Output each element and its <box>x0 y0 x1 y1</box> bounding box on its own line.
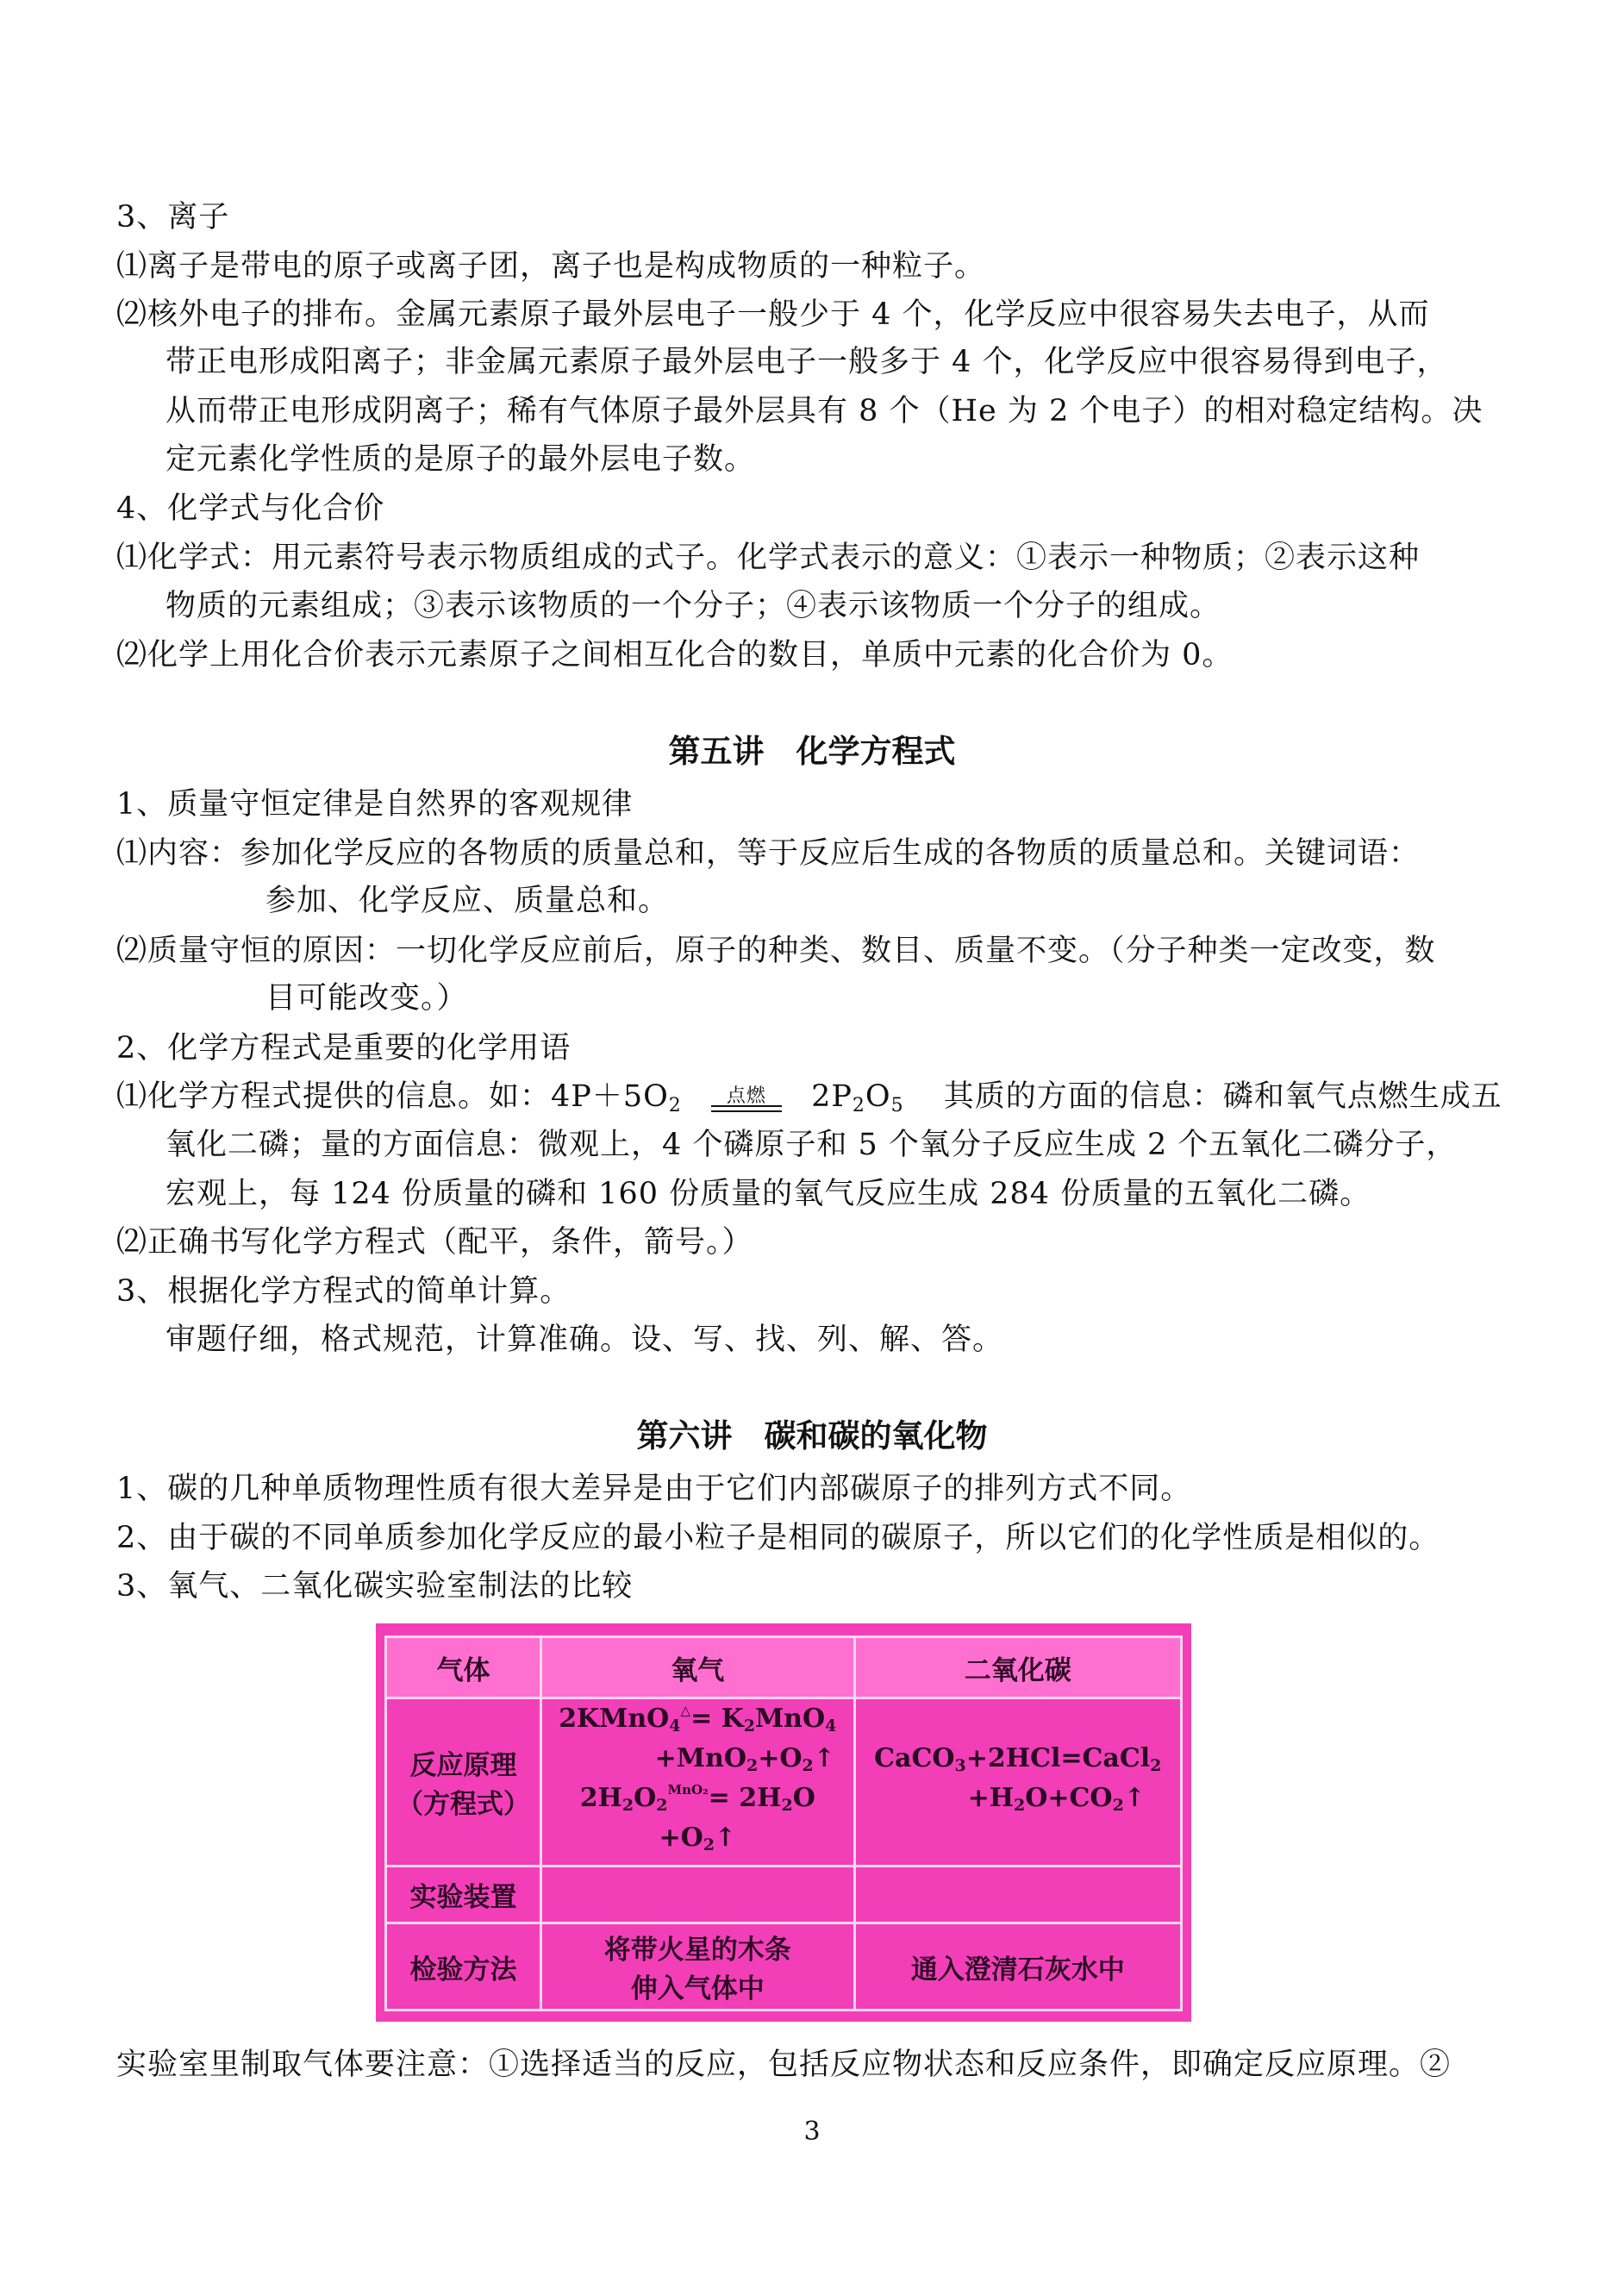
lecture-5-s2-p1-line2: 氧化二磷；量的方面信息：微观上，4 个磷原子和 5 个氧分子反应生成 2 个五氧化二磷分子， <box>166 1128 1458 1162</box>
lecture-6-s2: 2、由于碳的不同单质参加化学反应的最小粒子是相同的碳原子，所以它们的化学性质是相似的。 <box>116 1521 1440 1555</box>
row-principle-label: 反应原理 （方程式） <box>386 1698 541 1867</box>
carbon-dioxide-equation: CaCO$_3$+2HCl=CaCl$_2$ $+H_2O+CO_2↑$ <box>854 1698 1181 1867</box>
header-carbon-dioxide: 二氧化碳 <box>854 1637 1181 1698</box>
lecture-5-s3-p1: 审题仔细，格式规范，计算准确。设、写、找、列、解、答。 <box>166 1323 1004 1357</box>
lecture-5-s1-p2-line2: 目可能改变。） <box>265 981 468 1016</box>
lecture-6-s3: 3、氧气、二氧化碳实验室制法的比较 <box>116 1569 634 1604</box>
oxygen-apparatus <box>541 1867 854 1923</box>
product-formula: $2P_2O_5$ <box>811 1079 904 1116</box>
lecture-5-heading: 第五讲 化学方程式 <box>668 733 956 770</box>
page-number: 3 <box>803 2117 821 2147</box>
lecture-5-s1: 1、质量守恒定律是自然界的客观规律 <box>116 787 634 822</box>
lecture-6-heading: 第六讲 碳和碳的氧化物 <box>636 1417 988 1454</box>
lecture-6-s1: 1、碳的几种单质物理性质有很大差异是由于它们内部碳原子的排列方式不同。 <box>116 1472 1192 1506</box>
lecture-5-s2-p2: ⑵正确书写化学方程式（配平，条件，箭号。） <box>116 1225 753 1260</box>
equation-intro: ⑴化学方程式提供的信息。如：4P＋5O <box>116 1079 669 1114</box>
gas-preparation-table-image <box>376 1623 1191 2022</box>
row-apparatus-label: 实验装置 <box>386 1867 541 1923</box>
section-3-p2-line2: 带正电形成阳离子；非金属元素原子最外层电子一般多于 4 个，化学反应中很容易得到电子， <box>166 345 1448 379</box>
section-3-p1: ⑴离子是带电的原子或离子团，离子也是构成物质的一种粒子。 <box>116 249 986 284</box>
row-test-label: 检验方法 <box>386 1923 541 2010</box>
lecture-5-s2: 2、化学方程式是重要的化学用语 <box>116 1031 572 1066</box>
lecture-6-tail: 实验室里制取气体要注意：①选择适当的反应，包括反应物状态和反应条件，即确定反应原理。② <box>116 2048 1452 2082</box>
oxygen-test: 将带火星的木条 伸入气体中 <box>541 1923 854 2010</box>
lecture-5-s1-p1-line1: ⑴内容：参加化学反应的各物质的质量总和，等于反应后生成的各物质的质量总和。关键词语： <box>116 836 1421 871</box>
lecture-5-s1-p2-line1: ⑵质量守恒的原因：一切化学反应前后，原子的种类、数目、质量不变。（分子种类一定改变，数 <box>116 934 1436 968</box>
lecture-5-s2-p1-line1 <box>116 1079 1502 1123</box>
reaction-condition: 点燃 <box>708 1079 785 1114</box>
o2-subscript: 2 <box>668 1095 682 1116</box>
carbon-dioxide-test: 通入澄清石灰水中 <box>854 1923 1181 2010</box>
oxygen-equations: 2KMnO$_4$△= $K_2MnO_4$ $+MnO_2+O_2↑$ $2H_2O_2^{MnO_2}= 2H_2O$ $+O_2↑$ <box>541 1698 854 1867</box>
lecture-5-s2-p1-line3: 宏观上，每 124 份质量的磷和 160 份质量的氧气反应生成 284 份质量的五氧化二磷。 <box>166 1177 1371 1211</box>
header-gas: 气体 <box>386 1637 541 1698</box>
section-3-p2-line1: ⑵核外电子的排布。金属元素原子最外层电子一般少于 4 个，化学反应中很容易失去电子，从而 <box>116 297 1430 332</box>
section-3-p2-line3: 从而带正电形成阴离子；稀有气体原子最外层具有 8 个（He 为 2 个电子）的相对稳定结构。决 <box>166 394 1483 428</box>
lecture-5-s3: 3、根据化学方程式的简单计算。 <box>116 1274 572 1309</box>
carbon-dioxide-apparatus <box>854 1867 1181 1923</box>
equation-meaning: 其质的方面的信息：磷和氧气点燃生成五 <box>943 1079 1502 1114</box>
section-4-p1-line1: ⑴化学式：用元素符号表示物质组成的式子。化学式表示的意义：①表示一种物质；②表示这种 <box>116 541 1421 575</box>
section-3-title: 3、离子 <box>116 200 230 235</box>
section-4-title: 4、化学式与化合价 <box>116 491 385 526</box>
section-3-p2-line4: 定元素化学性质的是原子的最外层电子数。 <box>166 442 756 477</box>
gas-comparison-table <box>384 1635 1183 2011</box>
lecture-5-s1-p1-line2: 参加、化学反应、质量总和。 <box>265 884 670 918</box>
header-oxygen: 氧气 <box>541 1637 854 1698</box>
section-4-p1-line2: 物质的元素组成；③表示该物质的一个分子；④表示该物质一个分子的组成。 <box>166 589 1221 623</box>
section-4-p2: ⑵化学上用化合价表示元素原子之间相互化合的数目，单质中元素的化合价为 0。 <box>116 638 1234 672</box>
